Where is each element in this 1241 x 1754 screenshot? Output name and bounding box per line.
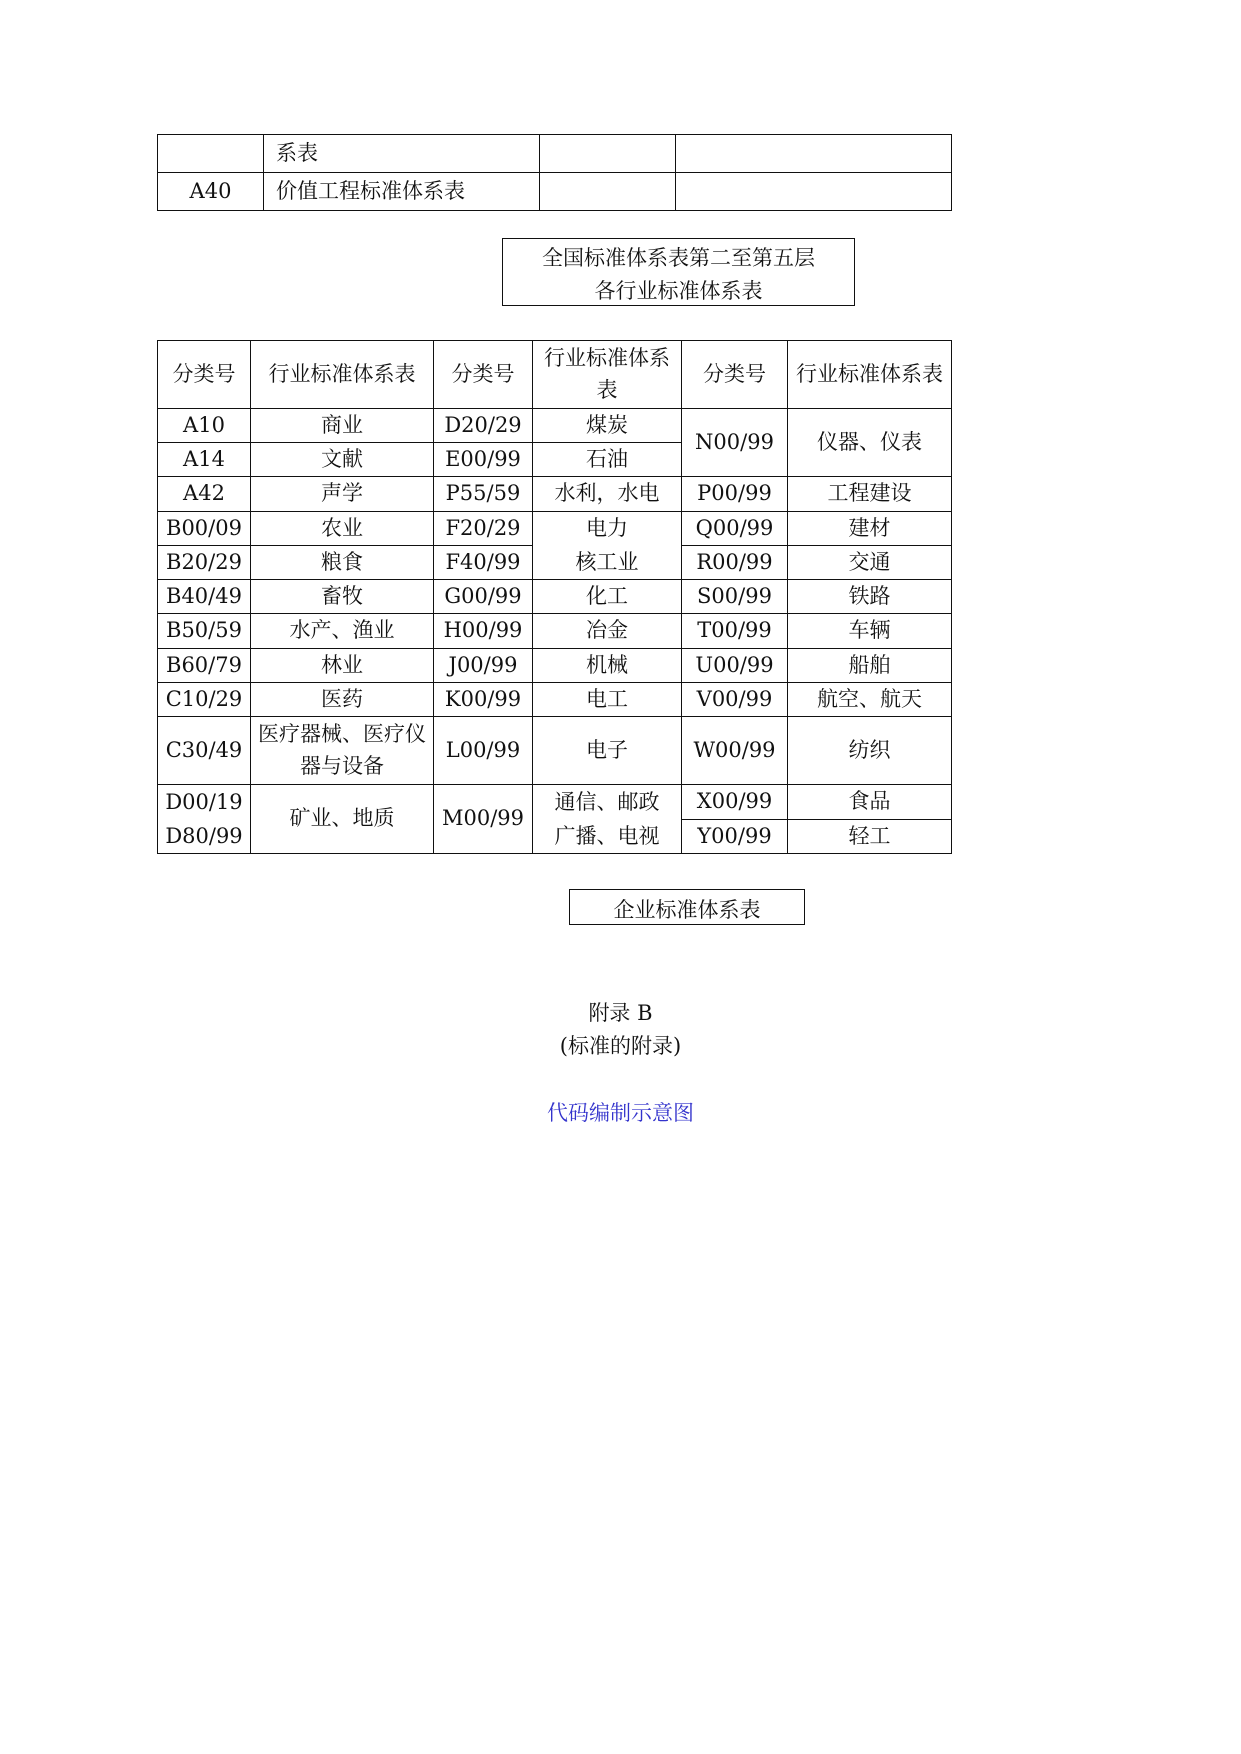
- empty-cell: [676, 173, 952, 211]
- appendix-link-wrap: [0, 1100, 1241, 1126]
- code-cell: A40: [158, 173, 264, 211]
- code-cell: N00/99: [682, 409, 788, 477]
- national-standards-box: [502, 238, 855, 306]
- code-cell: J00/99: [434, 649, 533, 683]
- appendix-subtitle: (标准的附录): [559, 1034, 682, 1058]
- table-row: [158, 512, 952, 546]
- industry-table: [157, 340, 952, 854]
- header-system-line2: 表: [596, 377, 618, 402]
- industry-cell: 石油: [533, 443, 682, 477]
- table-row: [158, 614, 952, 649]
- table-row: [158, 546, 952, 580]
- empty-cell: [540, 135, 676, 173]
- code-cell: L00/99: [434, 717, 533, 785]
- industry-cell: 电力: [533, 512, 682, 546]
- table-row: [158, 409, 952, 443]
- header-system-line1: 行业标准体系: [544, 346, 670, 370]
- industry-cell: 交通: [788, 546, 952, 580]
- table-row: [158, 477, 952, 512]
- industry-cell: 电工: [533, 683, 682, 717]
- code-cell: C10/29: [158, 683, 251, 717]
- code-cell: G00/99: [434, 580, 533, 614]
- industry-cell: 矿业、地质: [251, 785, 434, 854]
- table-row: [158, 785, 952, 820]
- code-cell: W00/99: [682, 717, 788, 785]
- header-code: 分类号: [434, 341, 533, 409]
- header-code: 分类号: [158, 341, 251, 409]
- industry-cell: 电子: [533, 717, 682, 785]
- appendix-diagram-link[interactable]: 代码编制示意图: [547, 1101, 694, 1125]
- code-cell: E00/99: [434, 443, 533, 477]
- industry-cell: 食品: [788, 785, 952, 820]
- code-cell: S00/99: [682, 580, 788, 614]
- industry-cell: 林业: [251, 649, 434, 683]
- table-row: [158, 173, 952, 211]
- table-row: [158, 717, 952, 785]
- industry-cell: 商业: [251, 409, 434, 443]
- appendix-title: 附录 B: [588, 1001, 653, 1025]
- industry-cell: 水利，水电: [533, 477, 682, 512]
- code-cell: B60/79: [158, 649, 251, 683]
- industry-cell: 建材: [788, 512, 952, 546]
- code-cell: V00/99: [682, 683, 788, 717]
- industry-cell: 畜牧: [251, 580, 434, 614]
- header-code: 分类号: [682, 341, 788, 409]
- industry-cell: 纺织: [788, 717, 952, 785]
- industry-cell: 仪器、仪表: [788, 409, 952, 477]
- industry-cell: 冶金: [533, 614, 682, 649]
- code-cell: U00/99: [682, 649, 788, 683]
- code-cell: C30/49: [158, 717, 251, 785]
- industry-cell: [251, 717, 434, 785]
- name-cell: 系表: [264, 135, 540, 173]
- code-cell: M00/99: [434, 785, 533, 854]
- code-cell: B20/29: [158, 546, 251, 580]
- name-cell: 价值工程标准体系表: [264, 173, 540, 211]
- code-cell: H00/99: [434, 614, 533, 649]
- national-box-line2: 各行业标准体系表: [594, 279, 763, 303]
- industry-line: 器与设备: [300, 753, 384, 778]
- industry-cell: 粮食: [251, 546, 434, 580]
- empty-cell: [540, 173, 676, 211]
- header-system: 行业标准体系表: [251, 341, 434, 409]
- industry-cell: 广播、电视: [533, 820, 682, 854]
- top-table: [157, 134, 952, 211]
- industry-cell: 车辆: [788, 614, 952, 649]
- industry-cell: 医药: [251, 683, 434, 717]
- code-cell: X00/99: [682, 785, 788, 820]
- national-box-line1: 全国标准体系表第二至第五层: [542, 246, 815, 270]
- industry-cell: 通信、邮政: [533, 785, 682, 820]
- industry-cell: 农业: [251, 512, 434, 546]
- industry-cell: 船舶: [788, 649, 952, 683]
- industry-cell: 煤炭: [533, 409, 682, 443]
- table-header-row: [158, 341, 952, 409]
- empty-cell: [676, 135, 952, 173]
- header-system: [533, 341, 682, 409]
- code-cell: Q00/99: [682, 512, 788, 546]
- enterprise-box-label: 企业标准体系表: [613, 898, 761, 922]
- industry-cell: 化工: [533, 580, 682, 614]
- code-cell: A14: [158, 443, 251, 477]
- code-cell: A42: [158, 477, 251, 512]
- code-cell: P55/59: [434, 477, 533, 512]
- code-cell: F40/99: [434, 546, 533, 580]
- industry-cell: 声学: [251, 477, 434, 512]
- code-cell: [158, 135, 264, 173]
- code-cell: B40/49: [158, 580, 251, 614]
- code-cell: F20/29: [434, 512, 533, 546]
- industry-line: 医疗器械、医疗仪: [258, 722, 426, 746]
- industry-cell: 轻工: [788, 820, 952, 854]
- industry-cell: 机械: [533, 649, 682, 683]
- table-row: [158, 649, 952, 683]
- industry-cell: 水产、渔业: [251, 614, 434, 649]
- code-cell: Y00/99: [682, 820, 788, 854]
- industry-cell: 航空、航天: [788, 683, 952, 717]
- code-cell: D00/19: [158, 785, 251, 820]
- code-cell: B50/59: [158, 614, 251, 649]
- industry-cell: 工程建设: [788, 477, 952, 512]
- code-cell: T00/99: [682, 614, 788, 649]
- table-row: [158, 580, 952, 614]
- industry-cell: 核工业: [533, 546, 682, 580]
- industry-cell: 铁路: [788, 580, 952, 614]
- code-cell: P00/99: [682, 477, 788, 512]
- code-cell: D80/99: [158, 820, 251, 854]
- code-cell: R00/99: [682, 546, 788, 580]
- industry-cell: 文献: [251, 443, 434, 477]
- enterprise-standards-box: [569, 889, 805, 925]
- header-system: 行业标准体系表: [788, 341, 952, 409]
- code-cell: B00/09: [158, 512, 251, 546]
- code-cell: K00/99: [434, 683, 533, 717]
- code-cell: D20/29: [434, 409, 533, 443]
- code-cell: A10: [158, 409, 251, 443]
- table-row: [158, 683, 952, 717]
- table-row: [158, 135, 952, 173]
